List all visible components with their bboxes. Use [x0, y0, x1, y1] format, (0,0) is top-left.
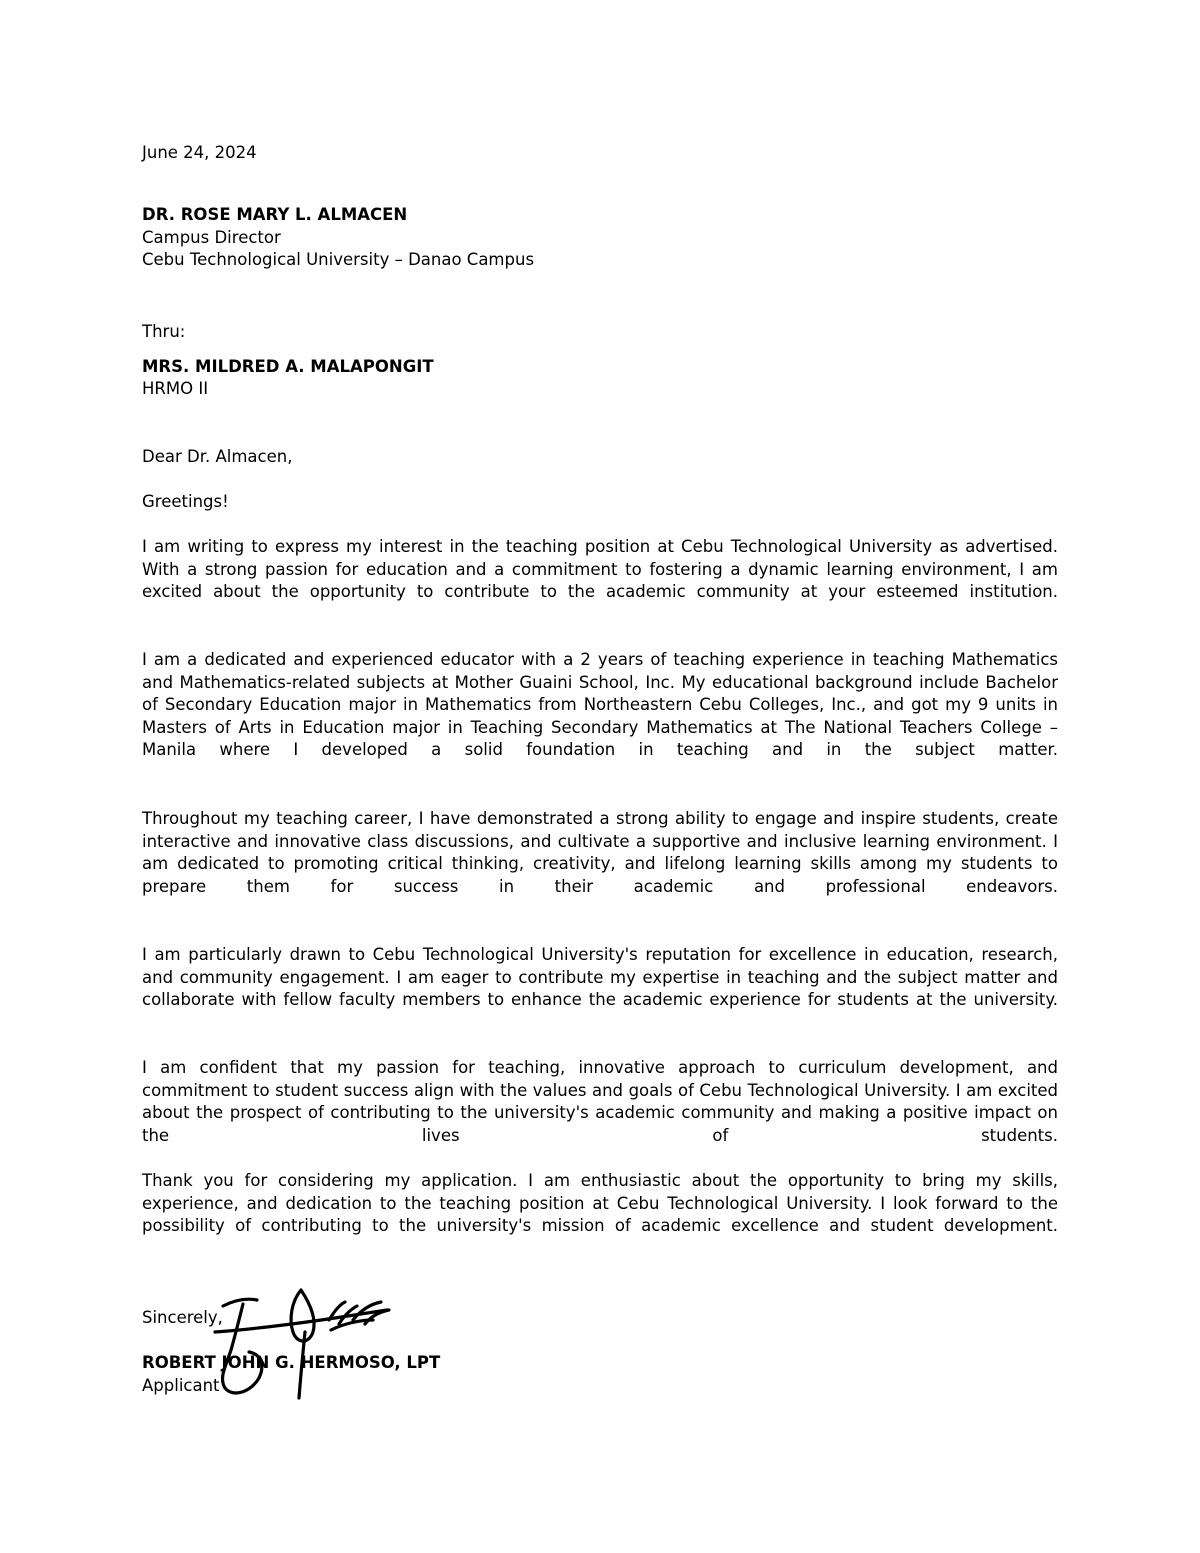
greeting: Greetings!: [142, 492, 229, 511]
thru-name: MRS. MILDRED A. MALAPONGIT: [142, 357, 434, 376]
salutation: Dear Dr. Almacen,: [142, 447, 293, 466]
body-paragraph-2: I am a dedicated and experienced educator with a 2 years of teaching experience in teaching Mathematics and Mathematics-related subjects at Mother Guaini School, Inc. My educational background include Bachelor of Secondary Education major in Mathematics from Northeastern Cebu Colleges, Inc., and got my 9 units in Masters of Arts in Education major in Teaching Secondary Mathematics at The National Teachers College – Manila where I developed a solid foundation in teaching and in the subject matter.: [142, 650, 1058, 760]
sender-name: ROBERT JOHN G. HERMOSO, LPT: [142, 1353, 441, 1372]
body-paragraph-6: Thank you for considering my application. I am enthusiastic about the opportunity to bring my skills, experience, and dedication to the teaching position at Cebu Technological University. I look forward to the possibility of contributing to the university's mission of academic excellence and student development.: [142, 1171, 1058, 1236]
body-paragraph-4: I am particularly drawn to Cebu Technological University's reputation for excellence in education, research, and community engagement. I am eager to contribute my expertise in teaching and the subject matter and collaborate with fellow faculty members to enhance the academic experience for students at the university.: [142, 945, 1058, 1010]
thru-title: HRMO II: [142, 379, 209, 398]
body-paragraph-1: I am writing to express my interest in the teaching position at Cebu Technological University as advertised. With a strong passion for education and a commitment to fostering a dynamic learning environment, I am excited about the opportunity to contribute to the academic community at your esteemed institution.: [142, 537, 1058, 602]
recipient-institution: Cebu Technological University – Danao Campus: [142, 250, 535, 269]
handwritten-signature: [205, 1280, 405, 1410]
recipient-title: Campus Director: [142, 228, 281, 247]
body-paragraph-5: I am confident that my passion for teaching, innovative approach to curriculum development, and commitment to student success align with the values and goals of Cebu Technological University. I am excited about the prospect of contributing to the university's academic community and making a positive impact on the lives of students.: [142, 1058, 1058, 1145]
thru-label: Thru:: [142, 322, 186, 341]
sender-title: Applicant: [142, 1376, 220, 1395]
body-paragraph-3: Throughout my teaching career, I have demonstrated a strong ability to engage and inspire students, create interactive and innovative class discussions, and cultivate a supportive and inclusive learning environment. I am dedicated to promoting critical thinking, creativity, and lifelong learning skills among my students to prepare them for success in their academic and professional endeavors.: [142, 809, 1058, 896]
closing: Sincerely,: [142, 1308, 223, 1327]
letter-date: June 24, 2024: [142, 143, 257, 162]
recipient-name: DR. ROSE MARY L. ALMACEN: [142, 205, 408, 224]
